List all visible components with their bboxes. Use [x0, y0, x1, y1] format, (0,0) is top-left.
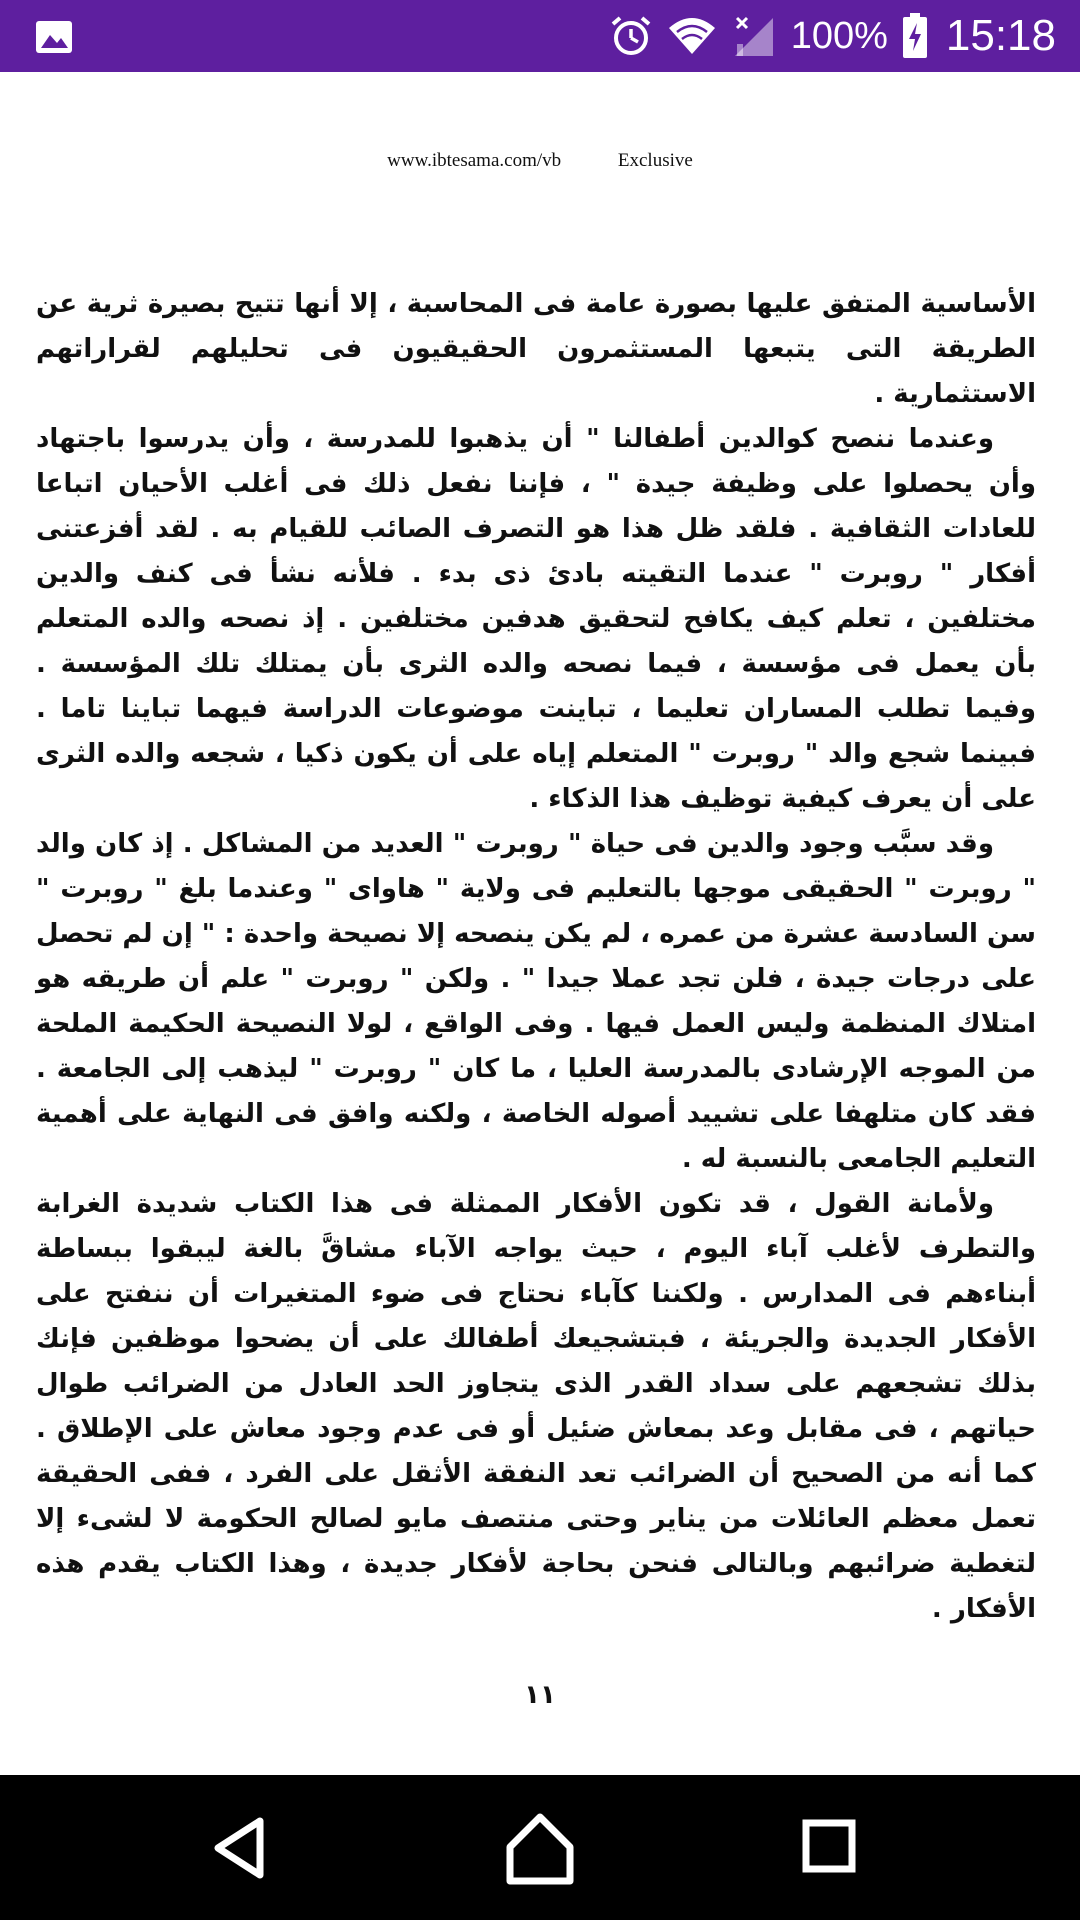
paragraph: الأساسية المتفق عليها بصورة عامة فى المحاسبة ، إلا أنها تتيح بصيرة ثرية عن الطريقة التى يتبعها المستثمرون الحقيقيون فى تحليلهم لقراراتهم الاستثمارية . — [36, 289, 1036, 409]
recents-button[interactable] — [778, 1803, 878, 1893]
paragraph: وعندما ننصح كوالدين أطفالنا " أن يذهبوا للمدرسة ، وأن يدرسوا باجتهاد وأن يحصلوا على وظيفة جيدة " ، فإننا نفعل ذلك فى أغلب الأحيان اتباعا للعادات الثقافية . فلقد ظل هذا هو التصرف الصائب للقيام به . لقد أفزعتنى أفكار " روبرت " عندما التقيته بادئ ذى بدء . فلأنه نشأ فى كنف والدين مختلفين ، تعلم كيف يكافح لتحقيق هدفين مختلفين . إذ نصحه والده المتعلم بأن يعمل فى مؤسسة ، فيما نصحه والده الثرى بأن يمتلك تلك المؤسسة . وفيما تطلب المساران تعليما ، تباينت موضوعات الدراسة فيهما تباينا تاما . فبينما شجع والد " روبرت " المتعلم إياه على أن يكون ذكيا ، شجعه والده الثرى على أن يعرف كيفية توظيف هذا الذكاء . — [36, 424, 1036, 814]
status-bar — [0, 0, 1080, 72]
header-url: www.ibtesama.com/vb — [387, 150, 562, 171]
back-icon — [190, 1803, 290, 1893]
cell-signal-icon — [731, 14, 777, 58]
document-page[interactable] — [0, 72, 1080, 1775]
back-button[interactable] — [190, 1803, 290, 1893]
battery-percent: 100% — [790, 14, 888, 57]
home-icon — [490, 1803, 590, 1893]
clock: 15:18 — [945, 11, 1056, 60]
alarm-icon — [609, 14, 653, 58]
page-number: ١١ — [524, 1680, 556, 1710]
page-text — [36, 282, 1036, 1632]
image-notification-icon — [34, 17, 74, 57]
paragraph: ولأمانة القول ، قد تكون الأفكار الممثلة فى هذا الكتاب شديدة الغرابة والتطرف لأغلب آباء اليوم ، حيث يواجه الآباء مشاقَّ بالغة ليبقوا ببساطة أبناءهم فى المدارس . ولكننا كآباء نحتاج فى ضوء المتغيرات أن ننفتح على الأفكار الجديدة والجريئة ، فبتشجيعك أطفالك على أن يضحوا موظفين فإنك بذلك تشجعهم على سداد القدر الذى يتجاوز الحد العادل من الضرائب طوال حياتهم ، فى مقابل وعد بمعاش ضئيل أو فى عدم وجود معاش على الإطلاق . كما أنه من الصحيح أن الضرائب تعد النفقة الأثقل على الفرد ، ففى الحقيقة تعمل معظم العائلات من يناير وحتى منتصف مايو لصالح الحكومة لا لشىء إلا لتغطية ضرائبهم وبالتالى فنحن بحاجة لأفكار جديدة ، وهذا الكتاب يقدم هذه الأفكار . — [36, 1189, 1036, 1624]
paragraph: وقد سبَّب وجود والدين فى حياة " روبرت " العديد من المشاكل . إذ كان والد " روبرت " الحقيقى موجها بالتعليم فى ولاية " هاواى " وعندما بلغ " روبرت " سن السادسة عشرة من عمره ، لم يكن ينصحه إلا نصيحة واحدة : " إن لم تحصل على درجات جيدة ، فلن تجد عملا جيدا " . ولكن " روبرت " علم أن طريقه هو امتلاك المنظمة وليس العمل فيها . وفى الواقع ، لولا النصيحة الحكيمة الملحة من الموجه الإرشادى بالمدرسة العليا ، ما كان " روبرت " ليذهب إلى الجامعة . فقد كان متلهفا على تشييد أصوله الخاصة ، ولكنه وافق فى النهاية على أهمية التعليم الجامعى بالنسبة له . — [36, 829, 1036, 1174]
battery-charging-icon — [902, 13, 928, 59]
header-tag: Exclusive — [617, 150, 693, 171]
status-icons — [609, 0, 1056, 72]
home-button[interactable] — [490, 1803, 590, 1893]
recents-icon — [778, 1803, 878, 1893]
navigation-bar — [0, 1775, 1080, 1920]
page-header — [0, 150, 1080, 172]
wifi-icon — [667, 14, 717, 58]
